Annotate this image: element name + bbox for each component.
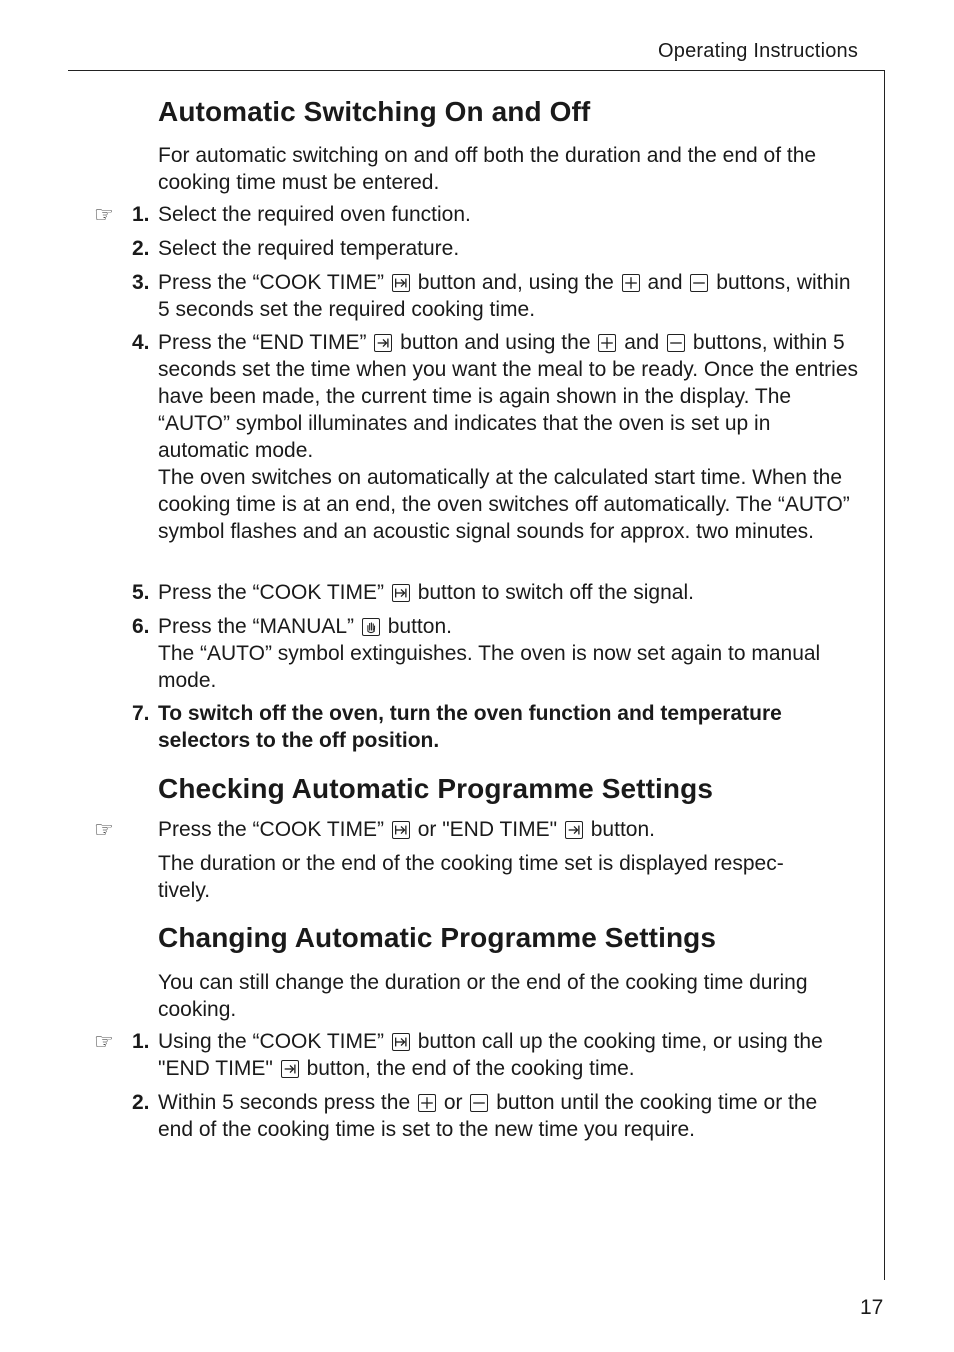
step-text-part: or: [443, 1091, 463, 1114]
plus-key-icon: [598, 334, 616, 352]
step-text: [158, 613, 858, 694]
step-text: [158, 579, 858, 606]
page-number: 17: [860, 1296, 884, 1319]
step-text-part: button until the cooking time or the end of the cooking time is set to the new time you require.: [158, 1091, 818, 1141]
step-text: [158, 329, 858, 545]
section1-intro: For automatic switching on and off both the duration and the end of the cooking time must be entered.: [158, 144, 817, 194]
step-text: Select the required temperature.: [158, 237, 460, 260]
plus-key-icon: [622, 274, 640, 292]
section-title-automatic-switching: Automatic Switching On and Off: [158, 96, 591, 127]
section2-result: The duration or the end of the cooking time set is displayed respec- tively.: [158, 852, 784, 902]
step-text-part: and: [647, 271, 683, 294]
step-text: [158, 816, 858, 843]
step-text-part: Press the “COOK TIME”: [158, 581, 384, 604]
minus-key-icon: [667, 334, 685, 352]
cook-time-key-icon: [392, 584, 410, 602]
pointing-hand-icon: ☞: [94, 817, 114, 842]
step-text-part: Press the “END TIME”: [158, 331, 367, 354]
end-time-key-icon: [565, 821, 583, 839]
cook-time-key-icon: [392, 274, 410, 292]
minus-key-icon: [690, 274, 708, 292]
step-text-part: button to switch off the signal.: [417, 581, 694, 604]
section-title-checking-settings: Checking Automatic Programme Settings: [158, 773, 713, 804]
cook-time-key-icon: [392, 821, 410, 839]
step-text-part: The “AUTO” symbol extinguishes. The oven is now set again to manual mode.: [158, 642, 821, 692]
step-text: Select the required oven function.: [158, 203, 471, 226]
step-number: 4.: [132, 331, 150, 354]
step-number: 7.: [132, 702, 150, 725]
step-text-part: button call up the cooking time, or using the "END TIME": [158, 1030, 823, 1080]
pointing-hand-icon: ☞: [94, 1029, 114, 1054]
step-text: [158, 1089, 858, 1143]
step-number: 1.: [132, 1030, 150, 1053]
step-number: 2.: [132, 1091, 150, 1114]
end-time-key-icon: [281, 1060, 299, 1078]
minus-key-icon: [470, 1094, 488, 1112]
step-number: 2.: [132, 237, 150, 260]
step-text-part: button and using the: [400, 331, 591, 354]
step-text: To switch off the oven, turn the oven function and temperature selectors to the off position.: [158, 702, 782, 752]
end-time-key-icon: [374, 334, 392, 352]
header-title: Operating Instructions: [658, 40, 859, 62]
step-number: 6.: [132, 615, 150, 638]
step-text-part: or "END TIME": [417, 818, 558, 841]
step-text: [158, 269, 858, 323]
step-text-part: Using the “COOK TIME”: [158, 1030, 384, 1053]
step-text-part: Press the “COOK TIME”: [158, 818, 384, 841]
step-text-part: button.: [590, 818, 655, 841]
cook-time-key-icon: [392, 1033, 410, 1051]
step-text-part: Press the “MANUAL”: [158, 615, 355, 638]
step-number: 5.: [132, 581, 150, 604]
step-text-part: and: [624, 331, 660, 354]
right-margin-rule: [884, 70, 885, 1280]
step-text: [158, 1028, 858, 1082]
step-text-part: button.: [387, 615, 452, 638]
step-text-part: button, the end of the cooking time.: [306, 1057, 635, 1080]
step-text-part: The oven switches on automatically at the calculated start time. When the cooking time is at an end, the oven switches off automatically. The “AUTO” symbol flashes and an acoustic signal sounds for approx. two minutes.: [158, 466, 850, 543]
section3-intro: You can still change the duration or the end of the cooking time during cooking.: [158, 971, 808, 1021]
step-text-part: buttons, within 5 seconds set the required cooking time.: [158, 271, 851, 321]
step-text-part: Press the “COOK TIME”: [158, 271, 384, 294]
section-title-changing-settings: Changing Automatic Programme Settings: [158, 922, 717, 953]
step-text-part: button and, using the: [417, 271, 614, 294]
step-number: 3.: [132, 271, 150, 294]
plus-key-icon: [418, 1094, 436, 1112]
pointing-hand-icon: ☞: [94, 202, 114, 227]
step-text-part: Within 5 seconds press the: [158, 1091, 411, 1114]
step-number: 1.: [132, 203, 150, 226]
step-text-part: buttons, within 5 seconds set the time when you want the meal to be ready. Once the entries have been made, the current time is again shown in the display. The “AUTO” symbol illuminates and indicates that the oven is set up in automatic mode.: [158, 331, 859, 462]
header-rule: [68, 70, 885, 71]
manual-hand-key-icon: [362, 618, 380, 636]
